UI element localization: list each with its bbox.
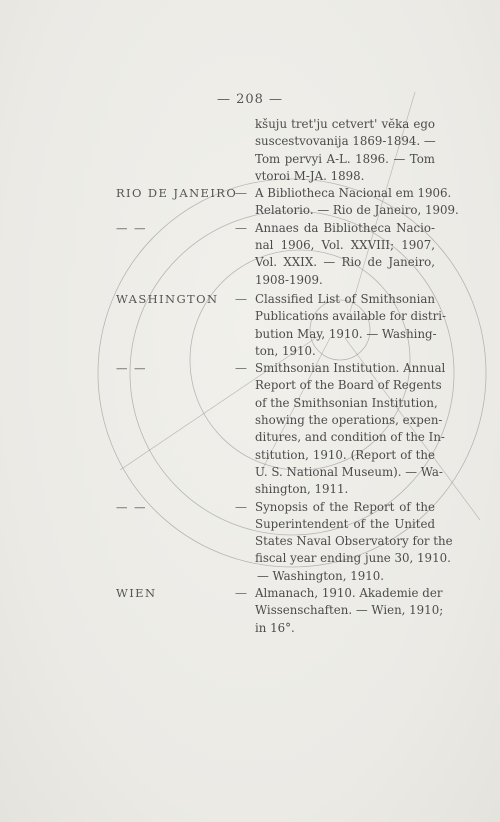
bibliography-entry: [0, 291, 500, 360]
entry-dash: —: [235, 499, 247, 514]
entry-place: — —: [116, 220, 147, 235]
entry-line: showing the operations, expen-: [255, 413, 443, 428]
bibliography-entry: [0, 220, 500, 289]
entry-line: Vol. XXIX. — Rio de Janeiro,: [255, 255, 435, 270]
entry-text: [255, 585, 444, 637]
entry-line: Wissenschaften. — Wien, 1910;: [255, 603, 444, 618]
entry-line: in 16°.: [255, 620, 295, 635]
entry-text: [255, 116, 435, 185]
entry-line: Classified List of Smithsonian: [255, 291, 435, 306]
entry-dash: —: [235, 220, 247, 235]
entry-line: shington, 1911.: [255, 482, 349, 497]
entry-line: Almanach, 1910. Akademie der: [255, 586, 443, 601]
entry-line: Publications available for distri-: [255, 309, 447, 324]
entry-line: U. S. National Museum). — Wa-: [255, 464, 443, 479]
bibliography-entry: [0, 116, 500, 185]
bibliography-entry: [0, 360, 500, 498]
entry-line: kšuju tret'ju cetvert' vĕka ego: [255, 117, 435, 131]
entry-text: [255, 499, 453, 585]
entry-line: ditures, and condition of the In-: [255, 430, 445, 445]
entry-line: Smithsonian Institution. Annual: [255, 361, 446, 376]
bibliography-entry: [0, 499, 500, 585]
entry-text: [255, 185, 459, 220]
entry-dash: —: [235, 291, 247, 306]
entry-line: — Washington, 1910.: [257, 568, 384, 583]
entry-place: — —: [116, 361, 147, 376]
entry-line: 1908-1909.: [255, 272, 323, 287]
entry-line: fiscal year ending june 30, 1910.: [255, 551, 451, 566]
entry-place: RIO DE JANEIRO: [116, 186, 238, 201]
entry-dash: —: [235, 361, 247, 376]
bibliography-list: [0, 116, 500, 637]
bibliography-entry: [0, 185, 500, 220]
entry-line: Synopsis of the Report of the: [255, 499, 435, 514]
entry-dash: —: [235, 586, 247, 601]
entry-line: vtoroi M-JA. 1898.: [255, 168, 365, 183]
entry-line: Relatorio. — Rio de Janeiro, 1909.: [255, 203, 459, 218]
entry-line: of the Smithsonian Institution,: [255, 395, 438, 410]
bibliography-entry: [0, 585, 500, 637]
entry-dash: —: [235, 186, 247, 201]
entry-text: [255, 291, 447, 360]
entry-place: — —: [116, 499, 147, 514]
entry-text: [255, 360, 446, 498]
page-number: — 208 —: [216, 92, 284, 107]
entry-text: [255, 220, 435, 289]
entry-line: stitution, 1910. (Report of the: [255, 447, 435, 462]
entry-line: ton, 1910.: [255, 343, 316, 358]
entry-line: bution May, 1910. — Washing-: [255, 326, 437, 341]
entry-line: States Naval Observatory for the: [255, 534, 453, 549]
entry-line: suscestvovanija 1869-1894. —: [255, 134, 436, 149]
entry-line: Superintendent of the United: [255, 516, 435, 531]
entry-line: A Bibliotheca Nacional em 1906.: [255, 186, 452, 201]
entry-place: WIEN: [116, 586, 157, 601]
entry-line: Report of the Board of Regents: [255, 378, 442, 393]
entry-line: nal 1906, Vol. XXVIII; 1907,: [255, 238, 435, 253]
entry-line: Tom pervyi A-L. 1896. — Tom: [255, 151, 435, 166]
entry-line: Annaes da Bibliotheca Nacio-: [255, 220, 435, 235]
entry-place: WASHINGTON: [116, 291, 219, 306]
